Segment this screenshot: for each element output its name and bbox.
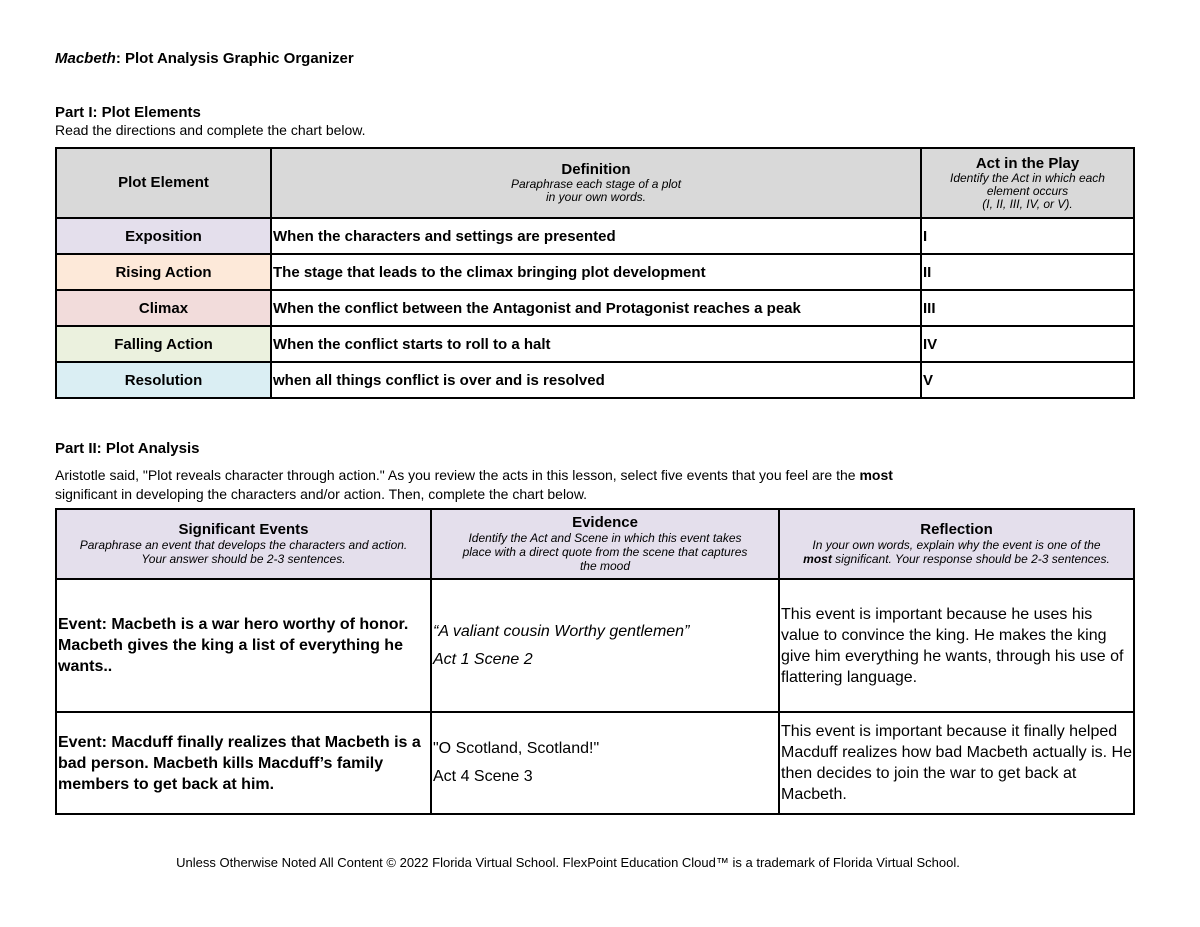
evidence-quote: "O Scotland, Scotland!" — [433, 740, 600, 757]
analysis-row — [56, 579, 1134, 712]
act-cell[interactable]: I — [921, 218, 1134, 254]
reflection-cell[interactable]: This event is important because it finally helped Macduff realizes how bad Macbeth actually is. He then decides to join the war to get back at Macbeth. — [779, 712, 1134, 814]
part1-directions: Read the directions and complete the chart below. — [55, 122, 366, 138]
definition-cell[interactable]: When the conflict between the Antagonist and Protagonist reaches a peak — [271, 290, 921, 326]
act-cell[interactable]: II — [921, 254, 1134, 290]
plot-element-cell: Falling Action — [56, 326, 271, 362]
directions-text-b: significant in developing the characters and/or action. Then, complete the chart below. — [55, 486, 588, 502]
plot-row-resolution — [56, 362, 1134, 398]
plot-row-rising-action — [56, 254, 1134, 290]
directions-bold: most — [859, 467, 893, 483]
plot-element-cell: Rising Action — [56, 254, 271, 290]
part1-heading: Part I: Plot Elements — [55, 104, 201, 121]
title-italic: Macbeth — [55, 50, 116, 67]
analysis-row — [56, 712, 1134, 814]
evidence-location: Act 4 Scene 3 — [433, 768, 533, 785]
act-cell[interactable]: IV — [921, 326, 1134, 362]
title-rest: : Plot Analysis Graphic Organizer — [115, 50, 354, 67]
act-cell[interactable]: V — [921, 362, 1134, 398]
directions-text-a: Aristotle said, "Plot reveals character through action." As you review the acts in this lesson, select five events that you feel are the — [55, 467, 860, 483]
header-reflection: Reflection In your own words, explain why the event is one of the most significant. Your response should be 2-3 sentences. — [779, 509, 1134, 579]
header-significant-events: Significant Events Paraphrase an event that develops the characters and action. Your answer should be 2-3 sentences. — [56, 509, 431, 579]
event-cell[interactable]: Event: Macduff finally realizes that Macbeth is a bad person. Macbeth kills Macduff’s family members to get back at him. — [56, 712, 431, 814]
plot-analysis-header-row — [56, 509, 1134, 579]
header-plot-element: Plot Element — [56, 148, 271, 218]
definition-cell[interactable]: when all things conflict is over and is resolved — [271, 362, 921, 398]
part2-directions — [55, 466, 1135, 504]
event-cell[interactable]: Event: Macbeth is a war hero worthy of honor. Macbeth gives the king a list of everything he wants.. — [56, 579, 431, 712]
copyright-footer: Unless Otherwise Noted All Content © 2022 Florida Virtual School. FlexPoint Education Cloud™ is a trademark of Florida Virtual School. — [176, 855, 960, 870]
evidence-cell[interactable] — [431, 579, 779, 712]
plot-row-climax — [56, 290, 1134, 326]
plot-row-falling-action — [56, 326, 1134, 362]
definition-cell[interactable]: The stage that leads to the climax bringing plot development — [271, 254, 921, 290]
plot-element-cell: Resolution — [56, 362, 271, 398]
plot-row-exposition — [56, 218, 1134, 254]
act-cell[interactable]: III — [921, 290, 1134, 326]
evidence-location: Act 1 Scene 2 — [433, 650, 533, 668]
reflection-cell[interactable]: This event is important because he uses his value to convince the king. He makes the king give him everything he wants, through his use of flattering language. — [779, 579, 1134, 712]
plot-analysis-table — [55, 508, 1135, 815]
header-definition: Definition Paraphrase each stage of a plot in your own words. — [271, 148, 921, 218]
header-evidence: Evidence Identify the Act and Scene in which this event takes place with a direct quote from the scene that captures the mood — [431, 509, 779, 579]
evidence-quote: “A valiant cousin Worthy gentlemen” — [433, 622, 690, 640]
plot-elements-table — [55, 147, 1135, 399]
part2-heading: Part II: Plot Analysis — [55, 440, 200, 457]
plot-element-cell: Climax — [56, 290, 271, 326]
plot-element-cell: Exposition — [56, 218, 271, 254]
plot-elements-header-row — [56, 148, 1134, 218]
header-act-in-play: Act in the Play Identify the Act in which each element occurs (I, II, III, IV, or V). — [921, 148, 1134, 218]
definition-cell[interactable]: When the characters and settings are presented — [271, 218, 921, 254]
definition-cell[interactable]: When the conflict starts to roll to a halt — [271, 326, 921, 362]
evidence-cell[interactable] — [431, 712, 779, 814]
document-title — [55, 50, 354, 67]
